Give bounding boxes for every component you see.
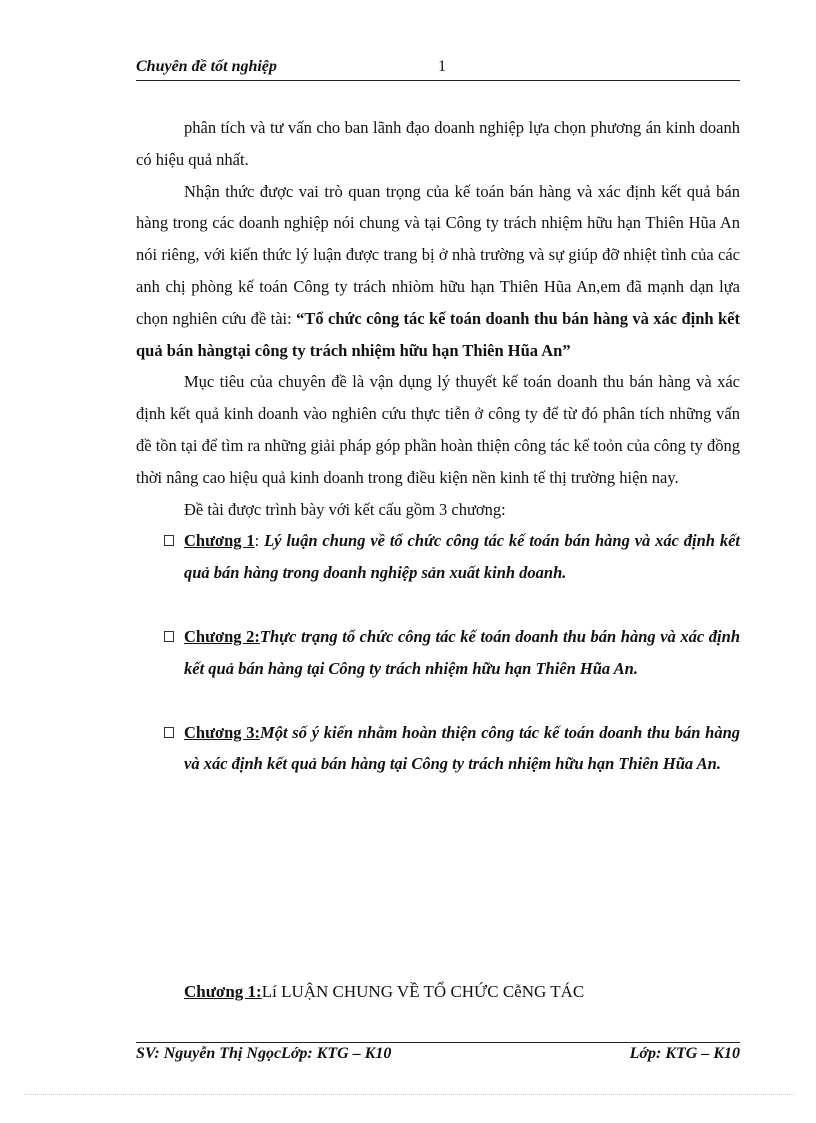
document-body bbox=[136, 112, 740, 780]
chapter-3-item bbox=[136, 717, 740, 781]
spacer bbox=[136, 589, 740, 621]
chapter-2-desc: Thực trạng tổ chức công tác kế toán doanh thu bán hàng và xác định kết quả bán hàng tại Công ty trách nhiệm hữu hạn Thiên Hũa An. bbox=[184, 626, 740, 678]
page-number: 1 bbox=[438, 58, 446, 75]
chapter-3-desc: Một số ý kiến nhằm hoàn thiện công tác kế toán doanh thu bán hàng và xác định kết quả bán hàng tại Công ty trách nhiệm hữu hạn Thiên Hũa An. bbox=[184, 722, 740, 774]
paragraph-2-text: Nhận thức được vai trò quan trọng của kế toán bán hàng và xác định kết quả bán hàng trong các doanh nghiệp nói chung và tại Công ty trách nhiệm hữu hạn Thiên Hũa An nói riêng, với kiến thức lý luận được trang bị ở nhà trường và sự giúp đỡ nhiệt tình của các anh chị phòng kế toán Công ty trách nhiòm hữu hạn Thiên Hũa An,em đã mạnh dạn lựa chọn nghiên cứu đề tài: bbox=[136, 181, 740, 328]
paragraph-2 bbox=[136, 176, 740, 367]
chapter-1-desc: Lý luận chung về tổ chức công tác kế toán bán hàng và xác định kết quả bán hàng trong doanh nghiệp sản xuất kinh doanh. bbox=[184, 531, 740, 583]
chapter-heading-title: Lí LUẬN CHUNG VỀ TỔ CHỨC CễNG TÁC bbox=[261, 982, 585, 1001]
page-edge-divider bbox=[24, 1094, 794, 1095]
chapter-heading-label: Chương 1: bbox=[184, 982, 262, 1001]
page-header bbox=[136, 58, 740, 81]
paragraph-3: Mục tiêu của chuyên đề là vận dụng lý thuyết kế toán doanh thu bán hàng và xác định kết quả kinh doanh vào nghiên cứu thực tiễn ở công ty để từ đó phân tích những vấn đề tồn tại để tìm ra những giải pháp góp phần hoàn thiện công tác kế toỏn của công ty đồng thời nâng cao hiệu quả kinh doanh trong điều kiện nền kinh tế thị trường hiện nay. bbox=[136, 372, 740, 487]
chapter-1-sep: : bbox=[254, 531, 265, 551]
chapter-2-item bbox=[136, 621, 740, 685]
paragraph-1: phân tích và tư vấn cho ban lãnh đạo doanh nghiệp lựa chọn phương án kinh doanh có hiệu quả nhất. bbox=[136, 118, 740, 169]
header-title: Chuyên đề tốt nghiệp bbox=[136, 58, 277, 75]
footer-student: SV: Nguyễn Thị NgọcLớp: KTG – K10 bbox=[136, 1045, 392, 1062]
paragraph-4: Đề tài được trình bày với kết cấu gồm 3 chương: bbox=[184, 499, 506, 519]
checkbox-bullet-icon bbox=[164, 631, 174, 642]
chapter-2-label: Chương 2: bbox=[184, 626, 260, 646]
footer-class: Lớp: KTG – K10 bbox=[629, 1045, 740, 1062]
thesis-title: “Tổ chức công tác kế toán doanh thu bán hàng và xác định kết quả bán hàngtại công ty trách nhiệm hữu hạn Thiên Hũa An” bbox=[136, 308, 740, 360]
checkbox-bullet-icon bbox=[164, 535, 174, 546]
chapter-1-label: Chương 1 bbox=[184, 531, 255, 551]
chapter-1-item bbox=[136, 525, 740, 589]
chapter-3-label: Chương 3: bbox=[184, 722, 261, 742]
checkbox-bullet-icon bbox=[164, 727, 174, 738]
page-footer bbox=[136, 1042, 740, 1069]
spacer bbox=[136, 685, 740, 717]
chapter-heading bbox=[184, 982, 584, 1002]
